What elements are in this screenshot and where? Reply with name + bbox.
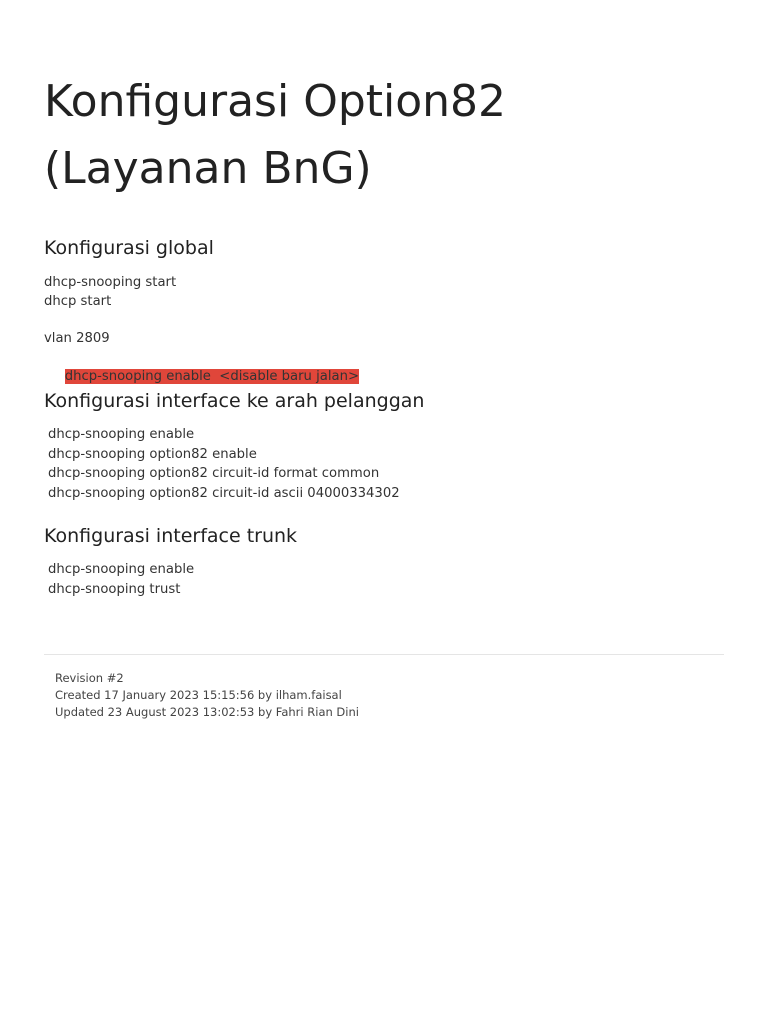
config-line: dhcp-snooping option82 circuit-id ascii 04000334302 [48,486,400,501]
config-line: dhcp-snooping enable [48,427,195,442]
updated-info: Updated 23 August 2023 13:02:53 by Fahri Rian Dini [55,705,359,719]
page-title: Konfigurasi Option82 (Layanan BnG) [44,76,507,194]
revision-number: Revision #2 [55,671,124,685]
footer-divider [44,654,724,655]
highlight-mark: dhcp-snooping enable <disable baru jalan> [64,369,359,384]
section-heading-trunk-interface: Konfigurasi interface trunk [44,525,298,547]
config-line: dhcp-snooping trust [48,582,181,597]
section-heading-global: Konfigurasi global [44,237,214,259]
config-line: dhcp start [44,294,112,309]
created-info: Created 17 January 2023 15:15:56 by ilham.faisal [55,688,342,702]
config-line: dhcp-snooping option82 enable [48,447,257,462]
config-line: dhcp-snooping start [44,275,177,290]
config-line: dhcp-snooping enable [48,562,195,577]
config-line: vlan 2809 [44,331,110,346]
section-heading-customer-interface: Konfigurasi interface ke arah pelanggan [44,390,425,412]
config-line: dhcp-snooping option82 circuit-id format common [48,466,380,481]
